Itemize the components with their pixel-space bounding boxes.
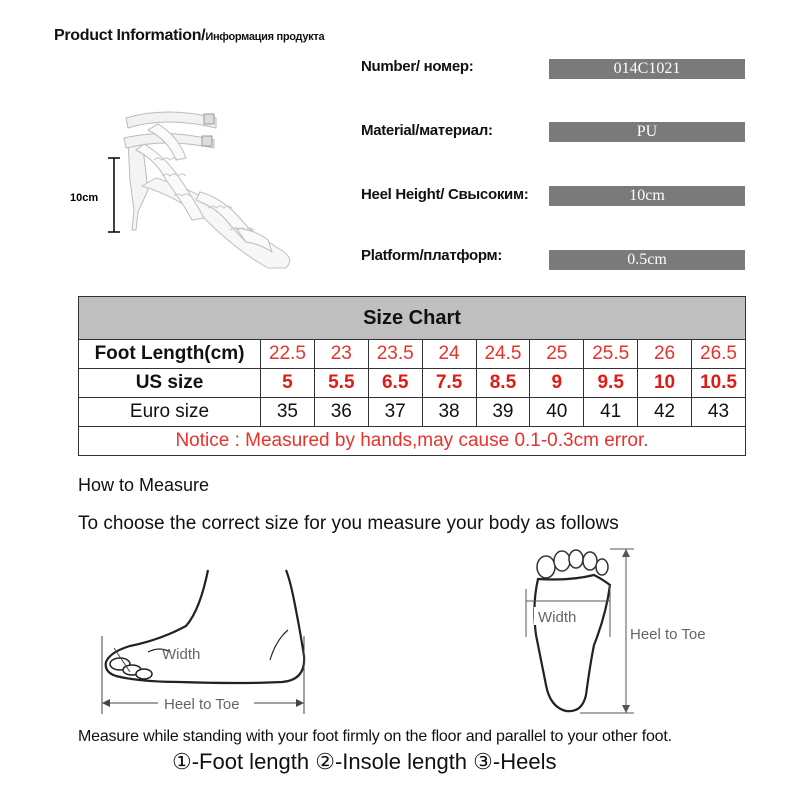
euro-size-cell: 39 <box>476 398 530 427</box>
us-size-cell: 5 <box>261 369 315 398</box>
us-size-cell: 8.5 <box>476 369 530 398</box>
euro-size-cell: 38 <box>422 398 476 427</box>
us-size-cell: 10.5 <box>692 369 746 398</box>
us-size-cell: 7.5 <box>422 369 476 398</box>
size-chart-title: Size Chart <box>79 297 746 340</box>
foot-length-cell: 23 <box>314 340 368 369</box>
heel-height-marker-label: 10cm <box>70 192 99 204</box>
euro-size-cell: 37 <box>368 398 422 427</box>
foot-length-cell: 24 <box>422 340 476 369</box>
page-title <box>54 27 324 45</box>
foot-length-cell: 24.5 <box>476 340 530 369</box>
foot-length-header: Foot Length(cm) <box>79 340 261 369</box>
us-size-header: US size <box>79 369 261 398</box>
spec-platform-label: Platform/платформ: <box>361 247 503 264</box>
foot-length-cell: 25.5 <box>584 340 638 369</box>
foot-length-cell: 26 <box>638 340 692 369</box>
size-chart-table <box>78 296 746 456</box>
spec-heel-height-label: Heel Height/ Свысоким: <box>361 186 529 203</box>
spec-heel-height-value: 10cm <box>549 186 745 206</box>
measurement-legend: ①-Foot length ②-Insole length ③-Heels <box>172 749 557 774</box>
spec-material-label: Material/материал: <box>361 122 493 139</box>
euro-size-header: Euro size <box>79 398 261 427</box>
euro-size-row <box>79 398 746 427</box>
page-title-ru: Информация продукта <box>205 31 325 43</box>
side-heel-to-toe-label: Heel to Toe <box>164 696 240 713</box>
us-size-cell: 9 <box>530 369 584 398</box>
euro-size-cell: 36 <box>314 398 368 427</box>
sandal-product-image <box>70 100 316 270</box>
notice-row <box>79 427 746 456</box>
how-to-measure-title: How to Measure <box>78 475 210 495</box>
us-size-cell: 5.5 <box>314 369 368 398</box>
foot-length-cell: 23.5 <box>368 340 422 369</box>
foot-side-view-diagram <box>90 560 330 720</box>
top-width-label: Width <box>538 609 577 626</box>
us-size-row <box>79 369 746 398</box>
us-size-cell: 10 <box>638 369 692 398</box>
euro-size-cell: 41 <box>584 398 638 427</box>
foot-length-cell: 22.5 <box>261 340 315 369</box>
measurement-notice: Notice : Measured by hands,may cause 0.1-0.3cm error. <box>79 427 746 456</box>
euro-size-cell: 40 <box>530 398 584 427</box>
how-to-measure-subtitle: To choose the correct size for you measure your body as follows <box>78 513 619 534</box>
foot-length-row <box>79 340 746 369</box>
foot-top-view-diagram <box>510 545 750 725</box>
foot-length-cell: 26.5 <box>692 340 746 369</box>
top-heel-to-toe-label: Heel to Toe <box>630 626 706 643</box>
spec-number-value: 014C1021 <box>549 59 745 79</box>
spec-material-value: PU <box>549 122 745 142</box>
side-width-label: Width <box>162 646 201 663</box>
us-size-cell: 9.5 <box>584 369 638 398</box>
foot-length-cell: 25 <box>530 340 584 369</box>
spec-platform-value: 0.5cm <box>549 250 745 270</box>
euro-size-cell: 35 <box>261 398 315 427</box>
page-title-en: Product Information/ <box>54 27 206 44</box>
euro-size-cell: 43 <box>692 398 746 427</box>
us-size-cell: 6.5 <box>368 369 422 398</box>
euro-size-cell: 42 <box>638 398 692 427</box>
measure-instruction: Measure while standing with your foot firmly on the floor and parallel to your other foot. <box>78 728 672 745</box>
spec-number-label: Number/ номер: <box>361 58 474 75</box>
size-chart-title-row <box>79 297 746 340</box>
